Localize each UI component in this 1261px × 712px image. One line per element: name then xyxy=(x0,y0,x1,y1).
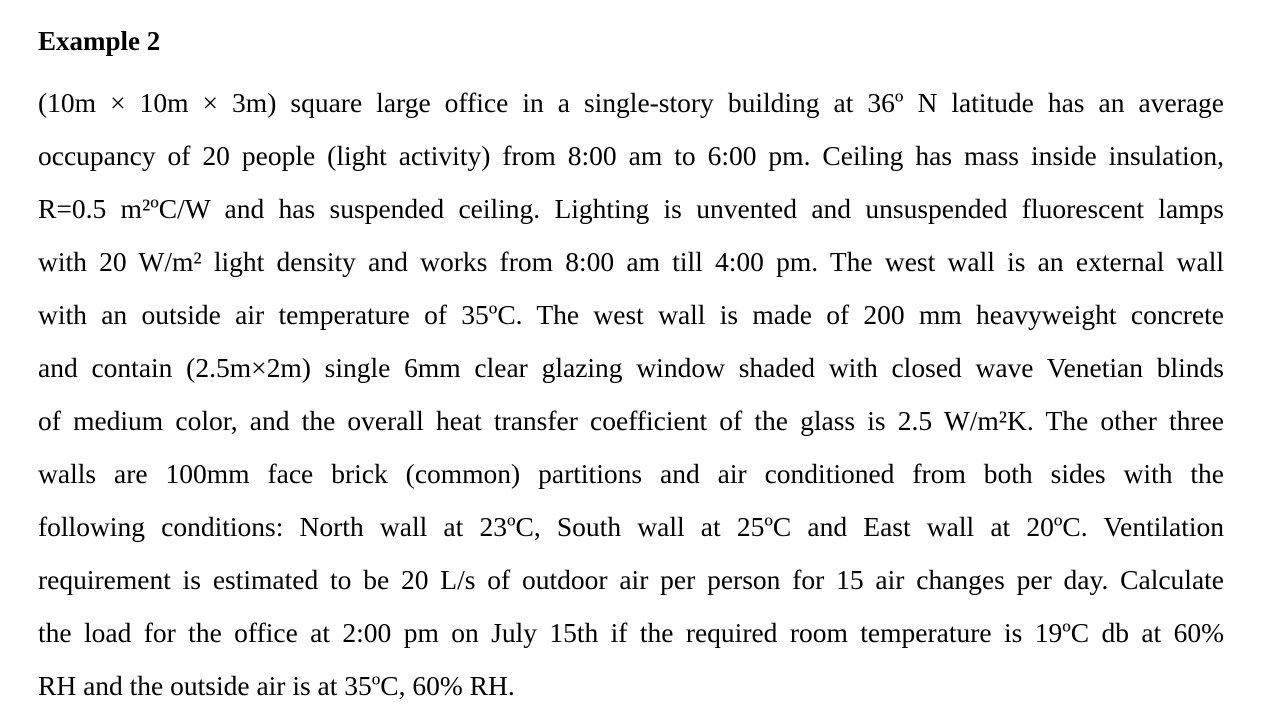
paragraph-line: occupancy of 20 people (light activity) from 8:00 am to 6:00 pm. Ceiling has mass inside insulation, xyxy=(38,140,1224,171)
paragraph-line: of medium color, and the overall heat transfer coefficient of the glass is 2.5 W/m²K. The other three xyxy=(38,405,1224,436)
example-title: Example 2 xyxy=(38,26,161,56)
paragraph-line: (10m × 10m × 3m) square large office in a single-story building at 36º N latitude has an average xyxy=(38,87,1224,118)
paragraph-line: RH and the outside air is at 35ºC, 60% RH. xyxy=(38,670,515,701)
paragraph-line: following conditions: North wall at 23ºC, South wall at 25ºC and East wall at 20ºC. Ventilation xyxy=(38,511,1224,542)
paragraph-line: with an outside air temperature of 35ºC. The west wall is made of 200 mm heavyweight concrete xyxy=(38,299,1224,330)
problem-statement-paragraph xyxy=(38,76,1224,712)
paragraph-line: walls are 100mm face brick (common) partitions and air conditioned from both sides with the xyxy=(38,458,1224,489)
paragraph-line: with 20 W/m² light density and works from 8:00 am till 4:00 pm. The west wall is an external wall xyxy=(38,246,1224,277)
paragraph-line: R=0.5 m²ºC/W and has suspended ceiling. Lighting is unvented and unsuspended fluorescent lamps xyxy=(38,193,1224,224)
paragraph-line: and contain (2.5m×2m) single 6mm clear glazing window shaded with closed wave Venetian blinds xyxy=(38,352,1224,383)
paragraph-line: requirement is estimated to be 20 L/s of outdoor air per person for 15 air changes per day. Calculate xyxy=(38,564,1224,595)
paragraph-line: the load for the office at 2:00 pm on July 15th if the required room temperature is 19ºC db at 60% xyxy=(38,617,1224,648)
